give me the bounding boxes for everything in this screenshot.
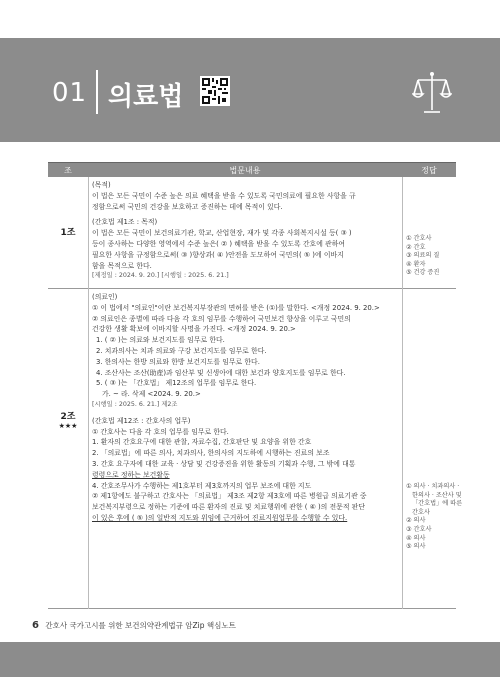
law-line: 령령으로 정하는 보건활동 xyxy=(92,470,170,479)
law-line: [제정일 : 2024. 9. 20.] [시행일 : 2025. 6. 21.] xyxy=(92,272,229,280)
footer-band xyxy=(0,642,500,677)
law-line: 정함으로써 국민의 건강을 보호하고 증진하는 데에 목적이 있다. xyxy=(92,202,283,211)
chapter-divider xyxy=(96,70,98,114)
law-line: 보건복지부령으로 정하는 기준에 따른 환자의 진료 및 치료행위에 관한 ( ④ )의 전문적 판단 xyxy=(92,503,365,512)
law-line: ① 간호사는 다음 각 호의 업무를 임무로 한다. xyxy=(92,427,229,436)
law-line: ② 의료인은 종별에 따라 다음 각 호의 임무를 수행하여 국민보건 향상을 이루고 국민의 xyxy=(92,314,351,323)
law-line: 4. 간호조무사가 수행하는 제1호부터 제3호까지의 업무 보조에 대한 지도 xyxy=(92,481,312,490)
header-content: 법문내용 xyxy=(229,166,261,175)
answer-item: ③ 의료의 질 xyxy=(406,252,440,260)
law-table xyxy=(48,162,463,608)
column-divider xyxy=(402,289,403,609)
law-line: (간호법 제1조 : 목적) xyxy=(92,218,158,227)
top-margin xyxy=(0,0,500,38)
law-line: 이 있은 후에 ( ⑤ )의 일반적 지도와 위임에 근거하여 진료지원업무를 수행할 수 있다. xyxy=(92,513,348,522)
answer-item: ③ 간호사 xyxy=(406,525,432,533)
law-line: 가. ~ 라. 삭제 <2024. 9. 20.> xyxy=(102,390,201,399)
law-line: 이 법은 모든 국민이 수준 높은 의료 혜택을 받을 수 있도록 국민의료에 필요한 사항을 규 xyxy=(92,191,356,200)
header-jo: 조 xyxy=(64,166,72,175)
page-footer xyxy=(32,620,236,631)
article-number xyxy=(48,225,88,238)
law-line: 3. 한의사는 한방 의료와 한방 보건지도를 임무로 한다. xyxy=(96,357,260,366)
answer-item: ④ 의사 xyxy=(406,534,426,542)
importance-stars: ★★★ xyxy=(58,422,78,430)
law-line: 5. ( ③ )는 「간호법」 제12조의 업무를 임무로 한다. xyxy=(96,379,257,388)
answer-item: ⑤ 의사 xyxy=(406,543,426,551)
article-label: 2조 xyxy=(60,412,76,422)
column-divider xyxy=(88,289,89,609)
law-line: ① 이 법에서 "의료인"이란 보건복지부장관의 면허를 받은 (①)를 말한다. <개정 2024. 9. 20.> xyxy=(92,303,380,312)
law-line: 3. 간호 요구자에 대한 교육 · 상담 및 건강증진을 위한 활동의 기획과 수행, 그 밖에 대통 xyxy=(92,459,356,468)
law-line: 함을 목적으로 한다. xyxy=(92,261,152,270)
page-number: 6 xyxy=(32,620,39,631)
law-line: 이 법은 모든 국민이 보건의료기관, 학교, 산업현장, 재가 및 각종 사회복지시설 등( ③ ) xyxy=(92,229,352,238)
law-line: (의료인) xyxy=(92,293,118,301)
answer-item: 한의사 · 조산사 및 xyxy=(412,491,462,499)
law-line: 1. ( ② )는 의료와 보건지도를 임무로 한다. xyxy=(96,336,225,345)
law-text xyxy=(92,180,400,282)
table-row xyxy=(48,289,463,609)
answer-list xyxy=(406,235,456,278)
law-line: (목적) xyxy=(92,181,111,189)
article-label: 1조 xyxy=(60,228,76,238)
law-line: 건강한 생활 확보에 이바지할 사명을 가진다. <개정 2024. 9. 20.> xyxy=(92,325,296,334)
law-line: 2. 치과의사는 치과 의료와 구강 보건지도를 임무로 한다. xyxy=(96,346,267,355)
law-text xyxy=(92,292,400,524)
book-title: 간호사 국가고시를 위한 보건의약관계법규 암Zip 핵심노트 xyxy=(45,621,236,630)
qr-code-icon[interactable] xyxy=(200,76,230,106)
scales-of-justice-icon xyxy=(412,70,452,118)
header-answer: 정답 xyxy=(421,166,437,175)
law-line: 4. 조산사는 조산(助産)과 임산부 및 신생아에 대한 보건과 양호지도를 임무로 한다. xyxy=(96,368,346,377)
answer-list xyxy=(406,483,463,552)
article-number xyxy=(48,409,88,430)
law-line: [시행일 : 2025. 6. 21.] 제2조 xyxy=(92,400,178,408)
answer-item: ② 의사 xyxy=(406,517,426,525)
answer-item: ① 간호사 xyxy=(406,235,432,242)
law-line: 등이 종사하는 다양한 영역에서 수준 높은( ② ) 혜택을 받을 수 있도록 간호에 관하여 xyxy=(92,239,346,248)
column-divider xyxy=(88,177,89,289)
chapter-title: 의료법 xyxy=(108,82,184,112)
answer-item: ② 간호 xyxy=(406,243,426,251)
law-line: 2. 「의료법」에 따른 의사, 치과의사, 한의사의 지도하에 시행하는 진료의 보조 xyxy=(92,449,330,458)
column-divider xyxy=(402,177,403,289)
chapter-number: 01 xyxy=(52,78,88,108)
answer-item: ⑤ 건강 증진 xyxy=(406,269,440,277)
table-header xyxy=(48,163,456,177)
answer-item: 「간호법」에 따른 xyxy=(412,500,463,508)
law-line: ② 제1항에도 불구하고 간호사는 「의료법」 제3조 제2항 제3호에 따른 병원급 의료기관 중 xyxy=(92,492,367,501)
law-line: 필요한 사항을 규정함으로써( ③ )향상과( ④ )안전을 도모하여 국민의( ⑤ )에 이바지 xyxy=(92,250,344,259)
answer-item: ① 의사 · 치과의사 · xyxy=(406,483,460,490)
answer-item: 간호사 xyxy=(412,508,430,516)
answer-item: ④ 환자 xyxy=(406,260,426,268)
table-row xyxy=(48,177,456,289)
law-line: (간호법 제12조 : 간호사의 업무) xyxy=(92,416,191,425)
law-line: 1. 환자의 간호요구에 대한 관찰, 자료수집, 간호판단 및 요양을 위한 간호 xyxy=(92,438,312,447)
